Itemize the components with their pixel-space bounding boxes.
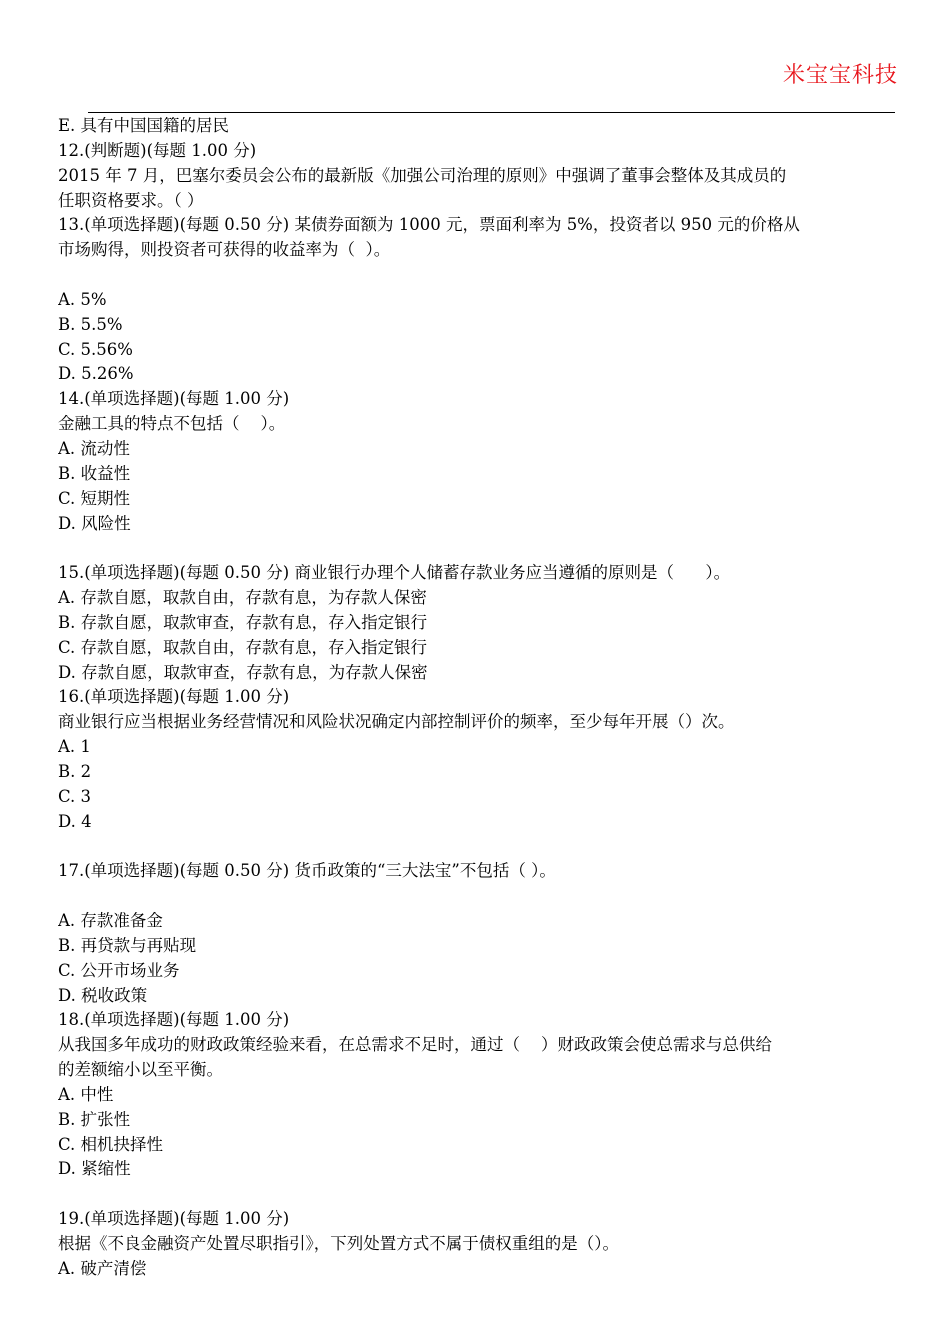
text-line: 12.(判断题)(每题 1.00 分) bbox=[58, 140, 257, 160]
text-line: B. 收益性 bbox=[58, 463, 131, 483]
text-line: B. 存款自愿，取款审查，存款有息，存入指定银行 bbox=[58, 612, 428, 632]
text-line: A. 5% bbox=[58, 289, 107, 309]
header-divider bbox=[88, 112, 895, 113]
text-line: C. 公开市场业务 bbox=[58, 960, 180, 980]
document-body bbox=[58, 114, 898, 1282]
blank-line bbox=[58, 536, 898, 561]
text-line: 从我国多年成功的财政政策经验来看，在总需求不足时，通过（ ）财政政策会使总需求与总供给 bbox=[58, 1035, 772, 1055]
text-line: B. 扩张性 bbox=[58, 1109, 131, 1129]
text-line: 的差额缩小以至平衡。 bbox=[58, 1060, 223, 1080]
text-line: D. 存款自愿，取款审查，存款有息，为存款人保密 bbox=[58, 662, 428, 682]
text-line: D. 5.26% bbox=[58, 364, 134, 384]
blank-line bbox=[58, 1182, 898, 1207]
text-line: 任职资格要求。（ ） bbox=[58, 190, 204, 210]
text-line: 16.(单项选择题)(每题 1.00 分) bbox=[58, 687, 290, 707]
text-line: 金融工具的特点不包括（ ）。 bbox=[58, 414, 286, 434]
text-line: 13.(单项选择题)(每题 0.50 分) 某债券面额为 1000 元，票面利率为 5%，投资者以 950 元的价格从 bbox=[58, 215, 800, 235]
text-line: E. 具有中国国籍的居民 bbox=[58, 116, 230, 135]
text-line: 根据《不良金融资产处置尽职指引》，下列处置方式不属于债权重组的是（）。 bbox=[58, 1233, 619, 1253]
text-line: C. 相机抉择性 bbox=[58, 1134, 164, 1154]
brand-watermark: 米宝宝科技 bbox=[782, 63, 898, 88]
text-line: 商业银行应当根据业务经营情况和风险状况确定内部控制评价的频率，至少每年开展（）次。 bbox=[58, 712, 735, 732]
text-line: 17.(单项选择题)(每题 0.50 分) 货币政策的“三大法宝”不包括（ ）。 bbox=[58, 861, 556, 881]
text-line: B. 再贷款与再贴现 bbox=[58, 935, 197, 955]
text-line: D. 税收政策 bbox=[58, 985, 148, 1005]
text-line: 2015 年 7 月，巴塞尔委员会公布的最新版《加强公司治理的原则》中强调了董事会整体及其成员的 bbox=[58, 165, 787, 185]
text-line: A. 存款准备金 bbox=[58, 911, 163, 930]
text-line: 19.(单项选择题)(每题 1.00 分) bbox=[58, 1209, 290, 1229]
text-line: D. 风险性 bbox=[58, 513, 131, 533]
text-line: 18.(单项选择题)(每题 1.00 分) bbox=[58, 1010, 290, 1030]
text-line: A. 中性 bbox=[58, 1084, 114, 1104]
text-line: 市场购得，则投资者可获得的收益率为（ ）。 bbox=[58, 240, 391, 260]
text-line: 14.(单项选择题)(每题 1.00 分) bbox=[58, 389, 290, 409]
text-line: C. 5.56% bbox=[58, 339, 133, 359]
text-line: A. 1 bbox=[58, 737, 91, 757]
blank-line bbox=[58, 884, 898, 909]
text-line: C. 存款自愿，取款自由，存款有息，存入指定银行 bbox=[58, 637, 428, 657]
text-line: C. 3 bbox=[58, 786, 92, 806]
text-line: C. 短期性 bbox=[58, 488, 131, 508]
blank-line bbox=[58, 834, 898, 859]
text-line: B. 5.5% bbox=[58, 314, 123, 334]
text-line: A. 存款自愿，取款自由，存款有息，为存款人保密 bbox=[58, 588, 427, 608]
blank-line bbox=[58, 263, 898, 288]
text-line: 15.(单项选择题)(每题 0.50 分) 商业银行办理个人储蓄存款业务应当遵循的原则是（ ）。 bbox=[58, 563, 731, 583]
text-line: B. 2 bbox=[58, 761, 92, 781]
text-line: A. 流动性 bbox=[58, 438, 130, 458]
text-line: A. 破产清偿 bbox=[58, 1258, 147, 1278]
text-line: D. 4 bbox=[58, 811, 92, 831]
text-line: D. 紧缩性 bbox=[58, 1159, 131, 1179]
